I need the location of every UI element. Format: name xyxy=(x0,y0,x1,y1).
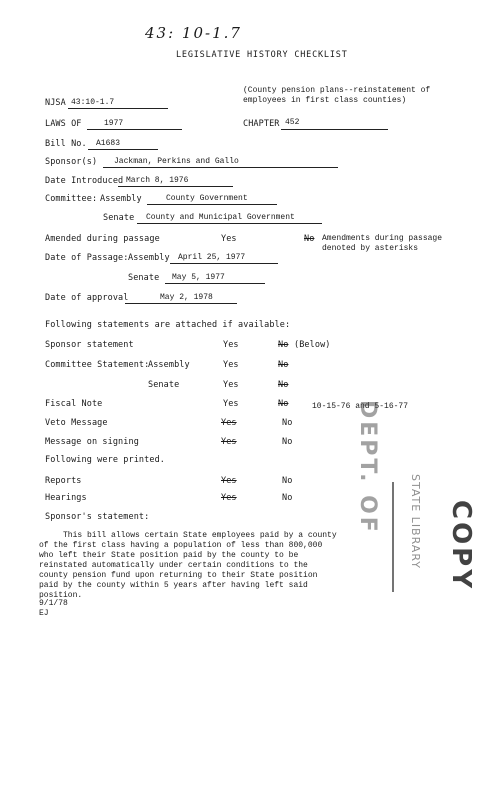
bill-no-label: Bill No. xyxy=(45,139,87,149)
handwritten-number: 43: 10-1.7 xyxy=(145,24,242,42)
sponsor-value: Jackman, Perkins and Gallo xyxy=(114,157,239,166)
committee-assembly-label: Assembly xyxy=(100,194,142,204)
statement-label: Committee Statement: xyxy=(45,360,150,370)
statement-yes: Yes xyxy=(223,360,239,370)
amended-yes: Yes xyxy=(221,234,237,244)
njsa-label: NJSA xyxy=(45,98,66,108)
footer-date: 9/1/78 xyxy=(39,599,68,608)
statement-sub: Assembly xyxy=(148,360,190,370)
statement-no: No xyxy=(282,418,293,428)
njsa-value: 43:10-1.7 xyxy=(71,98,115,107)
date-introduced-value: March 8, 1976 xyxy=(126,176,189,185)
passage-senate-value: May 5, 1977 xyxy=(172,273,225,282)
passage-label: Date of Passage: xyxy=(45,253,129,263)
sponsor-statement-line: of the first class having a population of less than 800,000 xyxy=(39,541,323,550)
passage-assembly-label: Assembly xyxy=(128,253,170,263)
statements-header: Following statements are attached if available: xyxy=(45,320,291,330)
sponsor-statement-line: This bill allows certain State employees paid by a county xyxy=(39,531,337,540)
printed-no: No xyxy=(282,476,293,486)
passage-assembly-value: April 25, 1977 xyxy=(178,253,246,262)
amended-note-1: Amendments during passage xyxy=(322,234,443,243)
note-line-2: employees in first class counties) xyxy=(243,96,407,105)
stamp-middle-text: STATE LIBRARY xyxy=(409,474,422,569)
stamp-border xyxy=(392,482,395,592)
statement-no: No xyxy=(278,340,289,350)
printed-yes: Yes xyxy=(221,476,237,486)
statement-note: (Below) xyxy=(294,340,331,350)
footer-initials: EJ xyxy=(39,609,49,618)
statement-label: Sponsor statement xyxy=(45,340,134,350)
page-title: LEGISLATIVE HISTORY CHECKLIST xyxy=(176,50,348,60)
stamp-top-text: DEPT. OF xyxy=(355,400,380,535)
sponsor-statement-line: paid by the county within 5 years after having left said xyxy=(39,581,308,590)
statement-label: Fiscal Note xyxy=(45,399,103,409)
statement-yes: Yes xyxy=(221,437,237,447)
committee-assembly-value: County Government xyxy=(166,194,248,203)
laws-of-line xyxy=(87,119,182,130)
statement-label: Veto Message xyxy=(45,418,108,428)
stamp-copy-text: COPY xyxy=(446,500,476,592)
sponsor-statement-label: Sponsor's statement: xyxy=(45,512,150,522)
printed-header: Following were printed. xyxy=(45,455,166,465)
printed-no: No xyxy=(282,493,293,503)
amended-no: No xyxy=(304,234,315,244)
committee-label: Committee: xyxy=(45,194,98,204)
sponsor-statement-line: county pension fund upon returning to their State position xyxy=(39,571,318,580)
date-introduced-label: Date Introduced xyxy=(45,176,124,186)
chapter-value: 452 xyxy=(285,118,300,127)
printed-label: Hearings xyxy=(45,493,87,503)
statement-label: Message on signing xyxy=(45,437,139,447)
passage-senate-label: Senate xyxy=(128,273,160,283)
statement-yes: Yes xyxy=(223,340,239,350)
amended-label: Amended during passage xyxy=(45,234,160,244)
sponsor-statement-line: who left their State position paid by the county to be xyxy=(39,551,299,560)
approval-label: Date of approval xyxy=(45,293,129,303)
printed-label: Reports xyxy=(45,476,82,486)
laws-of-value: 1977 xyxy=(104,119,124,128)
statement-no: No xyxy=(278,360,289,370)
approval-value: May 2, 1978 xyxy=(160,293,213,302)
printed-yes: Yes xyxy=(221,493,237,503)
committee-senate-label: Senate xyxy=(103,213,135,223)
statement-yes: Yes xyxy=(223,399,239,409)
statement-no: No xyxy=(278,380,289,390)
statement-yes: Yes xyxy=(223,380,239,390)
statement-no: No xyxy=(278,399,289,409)
sponsor-statement-line: position. xyxy=(39,591,83,600)
chapter-label: CHAPTER xyxy=(243,119,280,129)
statement-yes: Yes xyxy=(221,418,237,428)
laws-of-label: LAWS OF xyxy=(45,119,82,129)
statement-note: 10-15-76 and 5-16-77 xyxy=(312,402,409,411)
committee-senate-value: County and Municipal Government xyxy=(146,213,295,222)
sponsor-statement-line: reinstated automatically under certain conditions to the xyxy=(39,561,308,570)
bill-no-value: A1683 xyxy=(96,139,121,148)
sponsor-label: Sponsor(s) xyxy=(45,157,98,167)
amended-note-2: denoted by asterisks xyxy=(322,244,419,253)
statement-no: No xyxy=(282,437,293,447)
statement-sub: Senate xyxy=(148,380,180,390)
note-line-1: (County pension plans--reinstatement of xyxy=(243,86,431,95)
